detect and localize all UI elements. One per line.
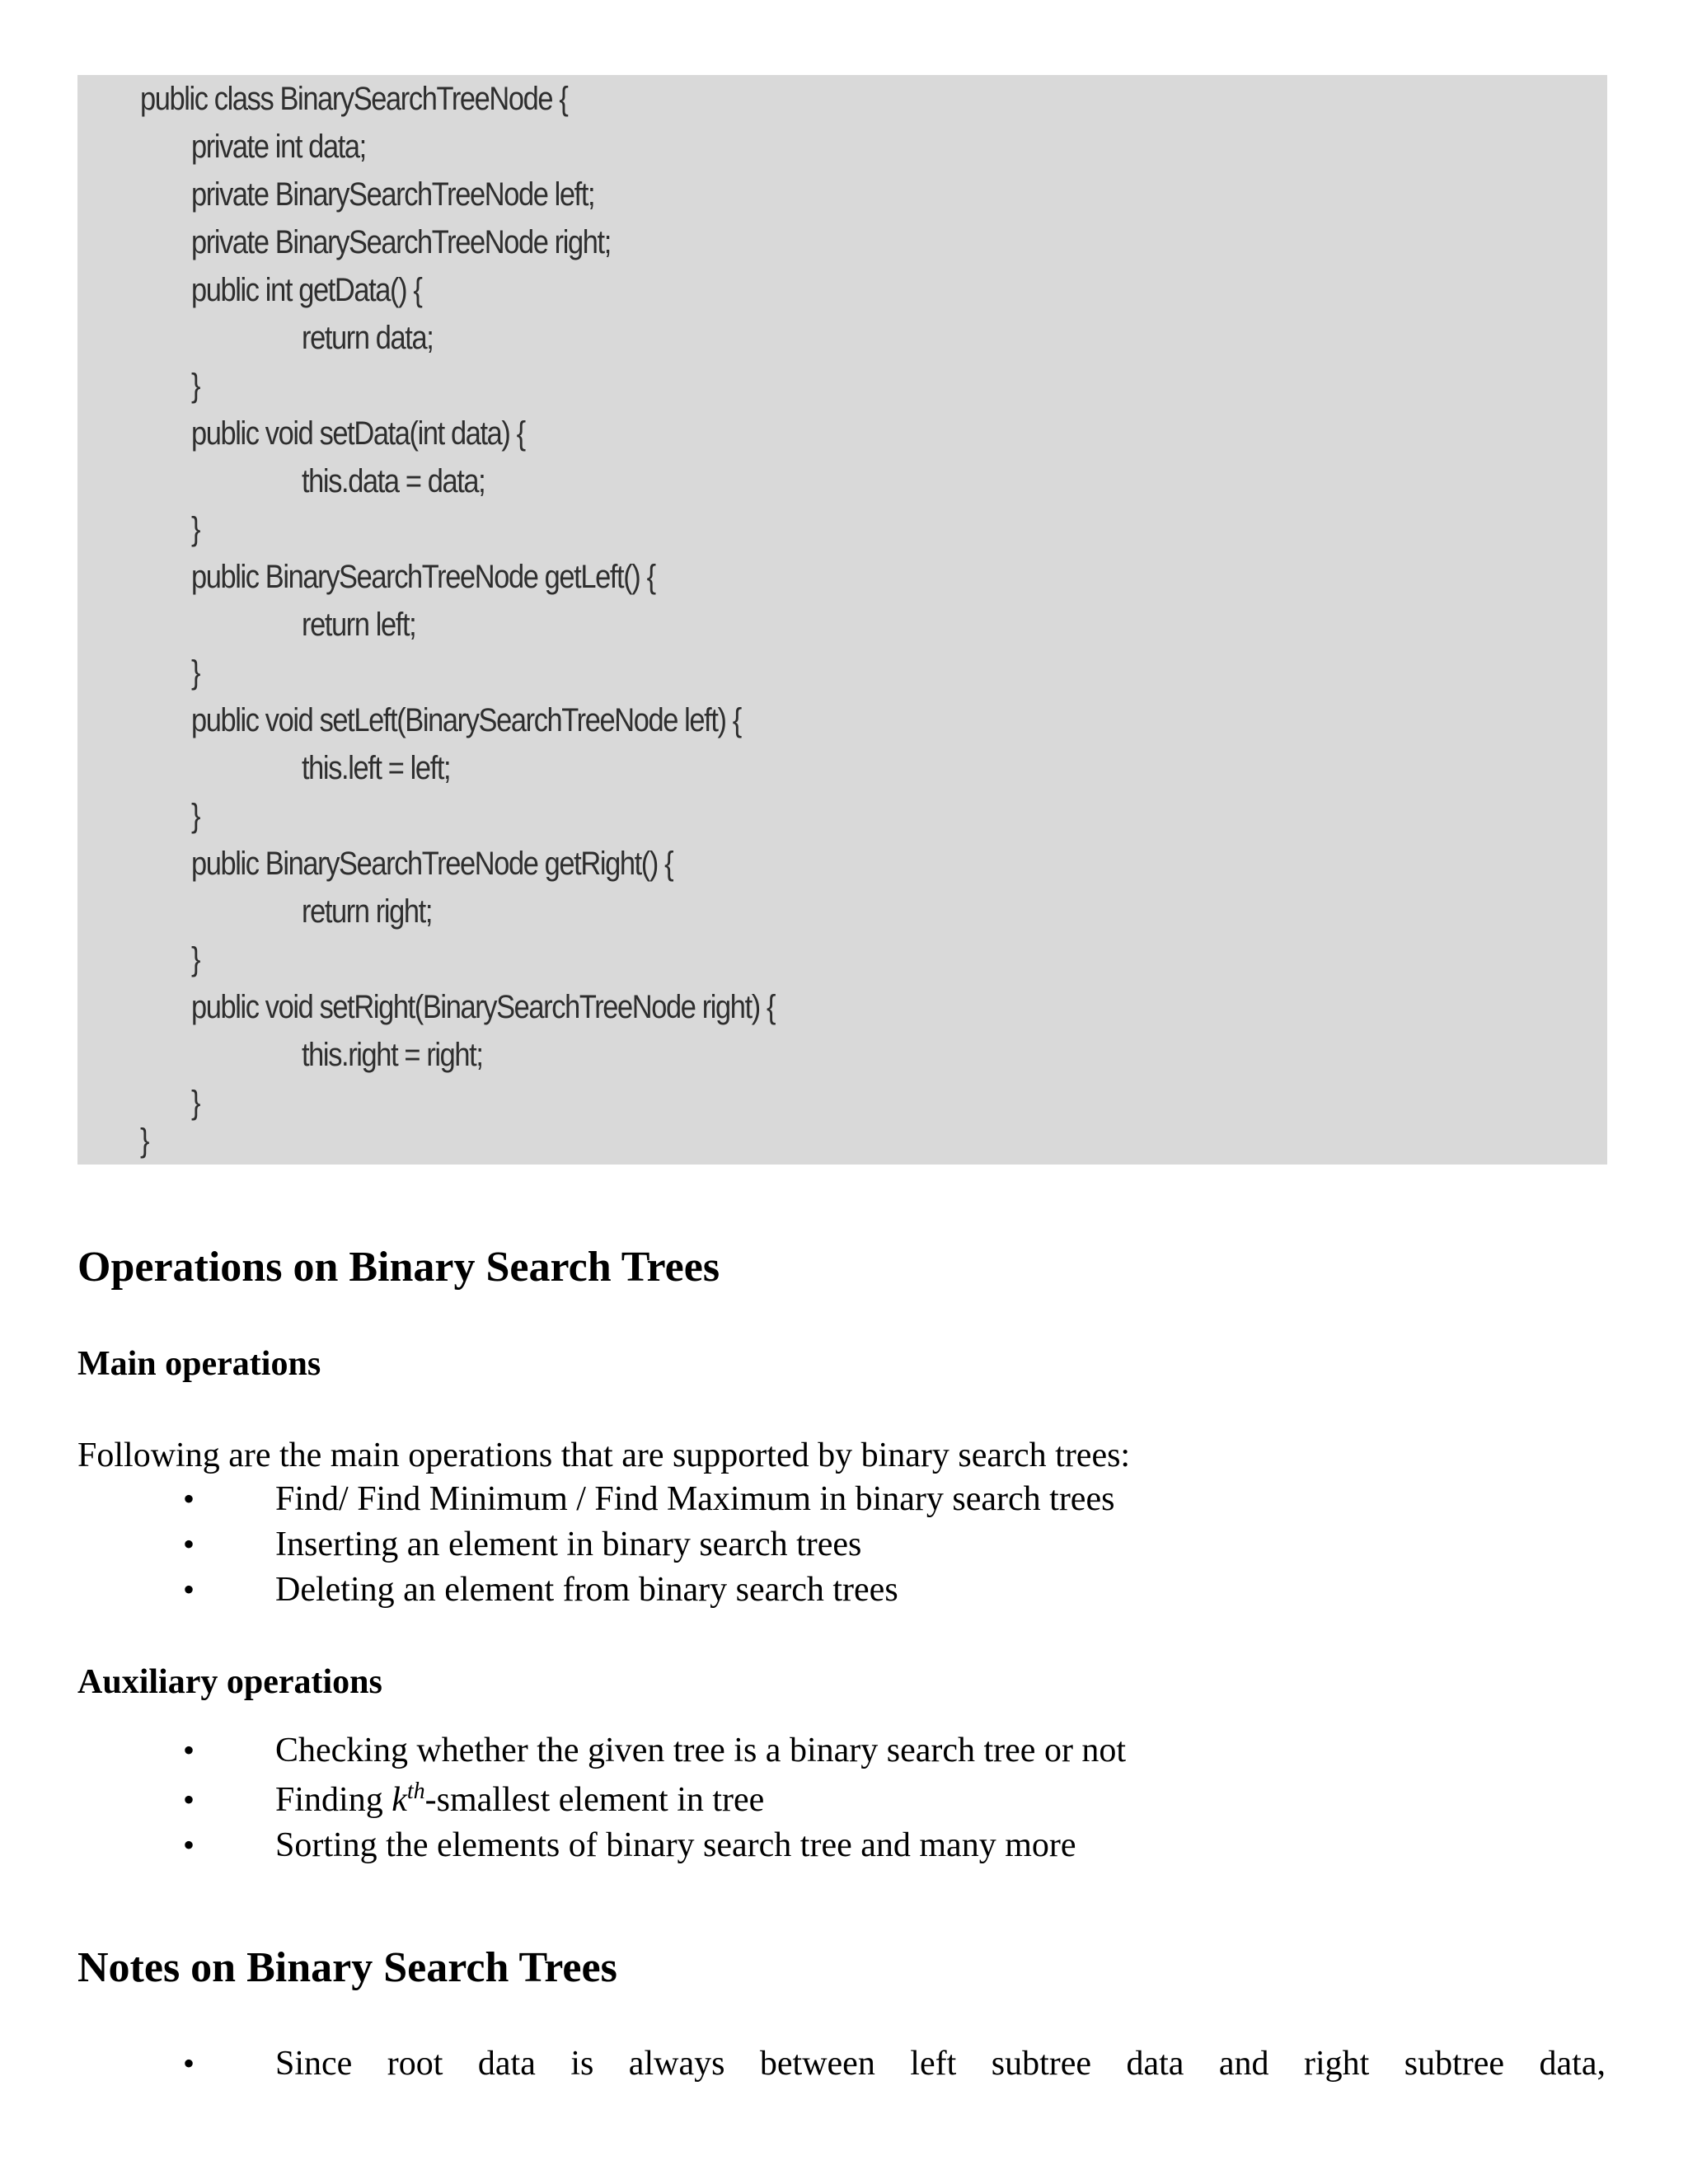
- code-line: }: [191, 511, 200, 547]
- list-item-text: Since root data is always between left subtree data and right subtree data,: [275, 2045, 1606, 2083]
- code-line: this.right = right;: [302, 1037, 483, 1073]
- code-line: public class BinarySearchTreeNode {: [140, 81, 568, 117]
- main-operations-intro: Following are the main operations that are supported by binary search trees:: [77, 1436, 1131, 1474]
- code-line: private BinarySearchTreeNode right;: [191, 224, 611, 260]
- code-line: return left;: [302, 607, 416, 643]
- code-line: public void setData(int data) {: [191, 415, 525, 452]
- code-line: public int getData() {: [191, 272, 422, 308]
- superscript-th: th: [406, 1779, 425, 1804]
- list-item: [0, 1523, 1688, 1566]
- list-item-text: Deleting an element from binary search trees: [275, 1571, 898, 1609]
- code-line: }: [191, 798, 200, 834]
- list-item-text-prefix: Finding: [275, 1781, 392, 1819]
- bullet-marker: •: [183, 1732, 195, 1769]
- bullet-marker: •: [183, 2045, 195, 2082]
- list-item: [0, 1824, 1688, 1867]
- bullet-marker: •: [183, 1781, 195, 1818]
- list-item-text: [275, 1779, 764, 1821]
- list-item: [0, 1478, 1688, 1521]
- bullet-marker: •: [183, 1571, 195, 1608]
- code-line: public void setLeft(BinarySearchTreeNode left) {: [191, 702, 741, 738]
- code-line: }: [191, 654, 200, 691]
- list-item: [0, 1779, 1688, 1821]
- code-line: public BinarySearchTreeNode getLeft() {: [191, 559, 655, 595]
- bullet-marker: •: [183, 1526, 195, 1563]
- code-line: this.left = left;: [302, 750, 451, 786]
- code-line: private BinarySearchTreeNode left;: [191, 176, 595, 213]
- bullet-marker: •: [183, 1480, 195, 1517]
- code-line: this.data = data;: [302, 463, 485, 499]
- list-item-text: Inserting an element in binary search trees: [275, 1526, 862, 1563]
- list-item: [0, 1729, 1688, 1772]
- code-line: }: [191, 368, 200, 404]
- list-item: [0, 1568, 1688, 1611]
- section-heading-operations: Operations on Binary Search Trees: [77, 1244, 720, 1291]
- code-line: public BinarySearchTreeNode getRight() {: [191, 846, 673, 882]
- code-line: }: [191, 941, 200, 977]
- list-item-text: Checking whether the given tree is a binary search tree or not: [275, 1732, 1127, 1769]
- list-item: [0, 2042, 1688, 2085]
- subheading-main-operations: Main operations: [77, 1345, 321, 1383]
- code-line: public void setRight(BinarySearchTreeNode right) {: [191, 989, 776, 1025]
- list-item-text: Find/ Find Minimum / Find Maximum in binary search trees: [275, 1480, 1115, 1518]
- code-line: return right;: [302, 893, 433, 930]
- code-line: }: [140, 1122, 149, 1159]
- subheading-auxiliary-operations: Auxiliary operations: [77, 1663, 382, 1701]
- bullet-marker: •: [183, 1826, 195, 1863]
- section-heading-notes: Notes on Binary Search Trees: [77, 1944, 617, 1991]
- code-line: }: [191, 1085, 200, 1121]
- list-item-text: Sorting the elements of binary search tree and many more: [275, 1826, 1076, 1864]
- code-line: return data;: [302, 320, 434, 356]
- list-item-text-suffix: -smallest element in tree: [424, 1781, 765, 1819]
- code-block: [77, 75, 1607, 1165]
- code-line: private int data;: [191, 129, 366, 165]
- math-variable-k: k: [392, 1781, 407, 1819]
